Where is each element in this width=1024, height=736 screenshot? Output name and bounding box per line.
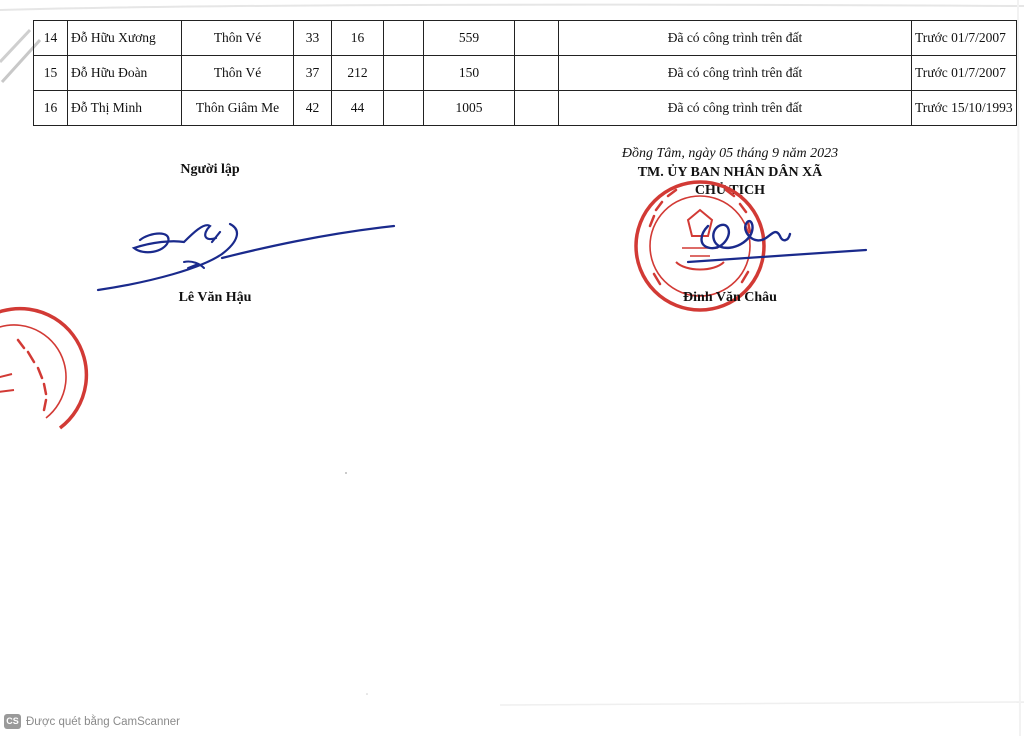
- village: Thôn Vé: [182, 56, 294, 91]
- owner-name: Đỗ Thị Minh: [68, 91, 182, 126]
- parcel-number: 16: [332, 21, 384, 56]
- footer-text: Được quét bằng CamScanner: [26, 715, 180, 728]
- status-note: Đã có công trình trên đất: [559, 91, 912, 126]
- parcel-number: 44: [332, 91, 384, 126]
- map-sheet: 33: [294, 21, 332, 56]
- usage-date: Trước 15/10/1993: [912, 91, 1017, 126]
- status-note: Đã có công trình trên đất: [559, 21, 912, 56]
- row-number: 14: [34, 21, 68, 56]
- row-number: 15: [34, 56, 68, 91]
- camscanner-footer: [4, 714, 180, 729]
- area: 1005: [424, 91, 515, 126]
- status-note: Đã có công trình trên đất: [559, 56, 912, 91]
- preparer-name: Lê Văn Hậu: [178, 290, 252, 305]
- row-number: 16: [34, 91, 68, 126]
- camscanner-logo-icon: CS: [4, 714, 21, 729]
- area: 150: [424, 56, 515, 91]
- preparer-title: Người lập: [180, 162, 240, 177]
- position-title: CHỦ TỊCH: [694, 183, 766, 198]
- usage-date: Trước 01/7/2007: [912, 21, 1017, 56]
- village: Thôn Giâm Me: [182, 91, 294, 126]
- area: 559: [424, 21, 515, 56]
- village: Thôn Vé: [182, 21, 294, 56]
- usage-date: Trước 01/7/2007: [912, 56, 1017, 91]
- parcel-number: 212: [332, 56, 384, 91]
- map-sheet: 37: [294, 56, 332, 91]
- place-date: Đồng Tâm, ngày 05 tháng 9 năm 2023: [621, 146, 839, 161]
- approver-name: Đinh Văn Châu: [683, 290, 777, 305]
- map-sheet: 42: [294, 91, 332, 126]
- owner-name: Đỗ Hữu Xương: [68, 21, 182, 56]
- organization: TM. ỦY BAN NHÂN DÂN XÃ: [637, 165, 823, 180]
- owner-name: Đỗ Hữu Đoàn: [68, 56, 182, 91]
